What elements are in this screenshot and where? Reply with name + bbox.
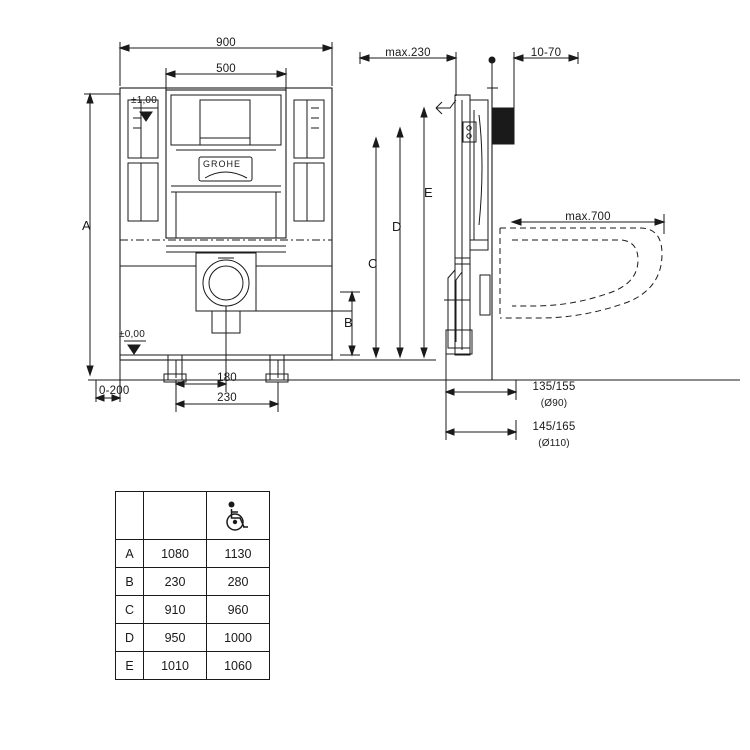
dim-letter-d-label: D — [392, 219, 402, 234]
header-cell-accessible — [207, 492, 270, 540]
cell-accessible: 960 — [207, 596, 270, 624]
dim-letter-e-label: E — [424, 185, 433, 200]
table-row — [116, 568, 270, 596]
cell-standard: 1080 — [144, 540, 207, 568]
cell-letter: B — [116, 568, 144, 596]
dim-width-outer-label: 900 — [216, 37, 236, 49]
cell-letter: E — [116, 652, 144, 680]
dim-outlet-2-dia-label: (Ø110) — [538, 438, 570, 449]
dim-letter-b-label: B — [344, 315, 353, 330]
table-row — [116, 624, 270, 652]
dim-180-label: 180 — [217, 372, 237, 384]
dim-outlet-1-dia-label: (Ø90) — [540, 398, 568, 409]
dim-max-projection-label: max.700 — [565, 211, 611, 223]
dim-base-offset-label: 0-200 — [99, 385, 130, 397]
cell-letter: A — [116, 540, 144, 568]
dim-letter-a-label: A — [82, 218, 91, 233]
table-row — [116, 596, 270, 624]
dim-outlet-2-label: 145/165 — [532, 421, 576, 433]
level-top-label: ±1,00 — [131, 95, 157, 106]
spec-table — [115, 491, 270, 680]
dim-top-range-label: 10-70 — [530, 47, 562, 59]
table-row — [116, 652, 270, 680]
dim-max-front-label: max.230 — [385, 47, 431, 59]
cell-letter: D — [116, 624, 144, 652]
level-zero-label: ±0,00 — [119, 329, 145, 340]
cell-standard: 1010 — [144, 652, 207, 680]
cell-accessible: 280 — [207, 568, 270, 596]
dim-width-inner-label: 500 — [216, 63, 236, 75]
header-cell-letter — [116, 492, 144, 540]
cell-accessible: 1060 — [207, 652, 270, 680]
cell-accessible: 1000 — [207, 624, 270, 652]
table-header-row — [116, 492, 270, 540]
cell-standard: 910 — [144, 596, 207, 624]
cell-accessible: 1130 — [207, 540, 270, 568]
cell-letter: C — [116, 596, 144, 624]
spec-table-wrapper — [115, 491, 270, 680]
dim-230-label: 230 — [217, 392, 237, 404]
table-row — [116, 540, 270, 568]
header-cell-standard — [144, 492, 207, 540]
cell-standard: 230 — [144, 568, 207, 596]
brand-logo-label: GROHE — [203, 159, 242, 169]
dim-outlet-1-label: 135/155 — [532, 381, 576, 393]
cell-standard: 950 — [144, 624, 207, 652]
dim-letter-c-label: C — [368, 256, 378, 271]
wheelchair-icon — [223, 500, 253, 532]
